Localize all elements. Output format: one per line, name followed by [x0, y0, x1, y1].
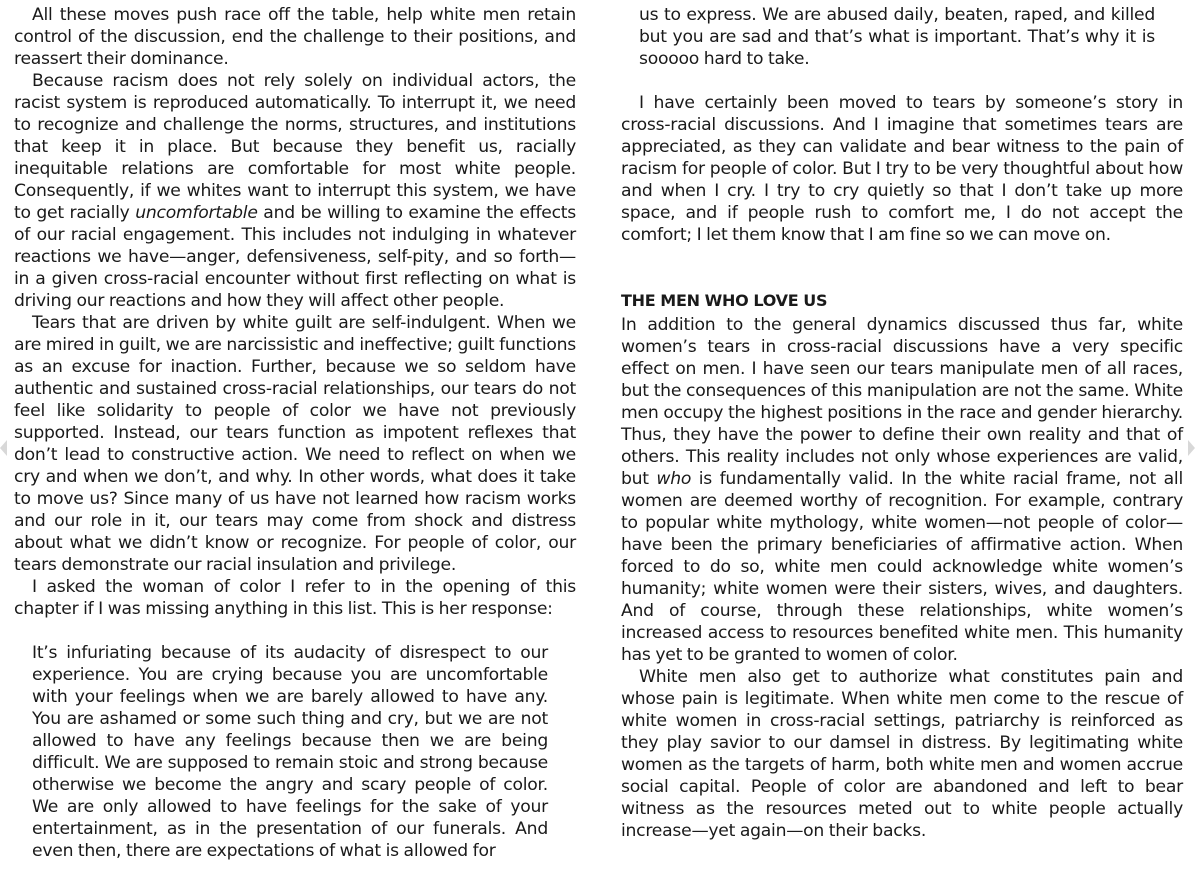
previous-page-arrow-icon[interactable]	[0, 440, 7, 456]
emphasis: uncomfortable	[135, 203, 258, 223]
block-quote: It’s infuriating because of its audacity of disrespect to our experience. You are crying because you are uncomfortable with your feelings when we are barely allowed to have any. You are ashamed or some such thing and cry, but we are not allowed to have any feelings because then we are being difficult. We are supposed to remain stoic and strong because otherwise we become the angry and scary people of color. We are only allowed to have feelings for the sake of your entertainment, as in the presentation of our funerals. And even then, there are expectations of what is allowed for	[32, 643, 548, 861]
text-span: In addition to the general dynamics discussed thus far, white women’s tears in cross-racial discussions have a very specific effect on men. I have seen our tears manipulate men of all races, but the consequences of this manipulation are not the same. White men occupy the highest positions in the race and gender hierarchy. Thus, they have the power to define their own reality and that of others. This reality includes not only whose experiences are valid, but	[621, 315, 1183, 489]
paragraph: I have certainly been moved to tears by someone’s story in cross-racial discussions. And I imagine that sometimes tears are appreciated, as they can validate and bear witness to the pain of racism for people of color. But I try to be very thoughtful about how and when I cry. I try to cry quietly so that I don’t take up more space, and if people rush to comfort me, I do not accept the comfort; I let them know that I am fine so we can move on.	[621, 93, 1183, 245]
left-column	[14, 4, 576, 862]
paragraph: I asked the woman of color I refer to in the opening of this chapter if I was missing anything in this list. This is her response:	[14, 577, 576, 619]
emphasis: who	[656, 469, 692, 489]
paragraph: White men also get to authorize what constitutes pain and whose pain is legitimate. When white men come to the rescue of white women in cross-racial settings, patriarchy is reinforced as they play savior to our damsel in distress. By legitimating white women as the targets of harm, both white men and women accrue social capital. People of color are abandoned and left to bear witness as the resources meted out to white people actually increase—yet again—on their backs.	[621, 667, 1183, 841]
paragraph	[14, 70, 576, 312]
text-span: is fundamentally valid. In the white racial frame, not all women are deemed worthy of recognition. For example, contrary to popular white mythology, white women—not people of color—have been the primary beneficiaries of affirmative action. When forced to do so, white men could acknowledge white women’s humanity; white women were their sisters, wives, and daughters. And of course, through these relationships, white women’s increased access to resources benefited white men. This humanity has yet to be granted to women of color.	[621, 469, 1183, 665]
paragraph: Tears that are driven by white guilt are self-indulgent. When we are mired in guilt, we are narcissistic and ineffective; guilt functions as an excuse for inaction. Further, because we so seldom have authentic and sustained cross-racial relationships, our tears do not feel like solidarity to people of color we have not previously supported. Instead, our tears function as impotent reflexes that don’t lead to constructive action. We need to reflect on when we cry and when we don’t, and why. In other words, what does it take to move us? Since many of us have not learned how racism works and our role in it, our tears may come from shock and distress about what we didn’t know or recognize. For people of color, our tears demonstrate our racial insulation and privilege.	[14, 313, 576, 575]
right-column	[621, 4, 1183, 842]
paragraph	[621, 314, 1183, 666]
section-heading: THE MEN WHO LOVE US	[621, 291, 828, 310]
text-span: and be willing to examine the effects of our racial engagement. This includes not indulging in whatever reactions we have—anger, defensiveness, self-pity, and so forth—in a given cross-racial encounter without first reflecting on what is driving our reactions and how they will affect other people.	[14, 203, 576, 311]
paragraph: All these moves push race off the table, help white men retain control of the discussion, end the challenge to their positions, and reassert their dominance.	[14, 5, 576, 69]
block-quote-continued: us to express. We are abused daily, beaten, raped, and killed but you are sad and that’s what is important. That’s why it is sooooo hard to take.	[639, 5, 1155, 69]
next-page-arrow-icon[interactable]	[1188, 440, 1195, 456]
text-span: Because racism does not rely solely on individual actors, the racist system is reproduced automatically. To interrupt it, we need to recognize and challenge the norms, structures, and institutions that keep it in place. But because they benefit us, racially inequitable relations are comfortable for most white people. Consequently, if we whites want to interrupt this system, we have to get racially	[14, 71, 576, 223]
